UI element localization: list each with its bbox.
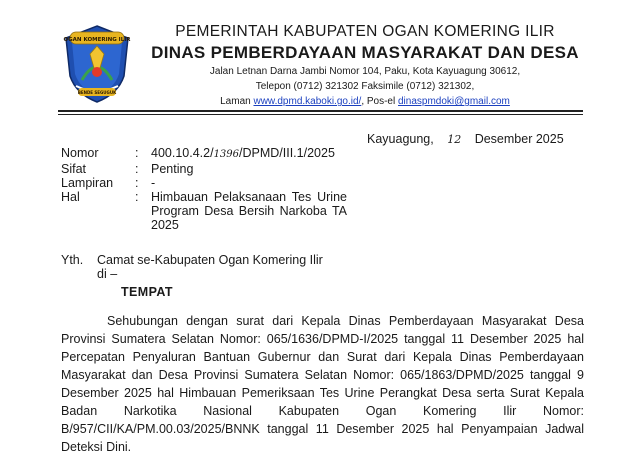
logo-text: OGAN KOMERING ILIR bbox=[63, 37, 131, 43]
recipient-di: di – bbox=[97, 267, 118, 281]
address-line: Jalan Letnan Darna Jambi Nomor 104, Paku, Kota Kayuagung 30612, bbox=[209, 66, 521, 77]
nomor-label: Nomor bbox=[61, 146, 99, 160]
date-month-year: Desember 2025 bbox=[474, 132, 564, 146]
yth-label: Yth. bbox=[61, 253, 84, 267]
colon: : bbox=[135, 162, 139, 176]
letterhead bbox=[150, 22, 580, 109]
lampiran-value: - bbox=[151, 176, 156, 190]
meta-row-nomor bbox=[61, 146, 351, 162]
colon: : bbox=[135, 146, 139, 160]
laman-label: Laman bbox=[220, 96, 254, 107]
government-name: PEMERINTAH KABUPATEN OGAN KOMERING ILIR bbox=[175, 23, 555, 40]
email-link[interactable]: dinaspmdoki@gmail.com bbox=[398, 96, 510, 107]
date-day-handwritten: 12 bbox=[447, 133, 462, 146]
letter-date bbox=[367, 132, 564, 146]
recipient bbox=[61, 253, 323, 281]
nomor-value: 400.10.4.2/1396/DPMD/III.1/2025 bbox=[151, 146, 335, 160]
sifat-value: Penting bbox=[151, 162, 194, 176]
phone-line: Telepon (0712) 321302 Faksimile (0712) 321302, bbox=[255, 81, 475, 92]
nomor-handwritten: 1396 bbox=[213, 149, 240, 160]
letter-meta bbox=[61, 146, 351, 232]
hal-label: Hal bbox=[61, 190, 80, 204]
hal-value: Himbauan Pelaksanaan Tes Urine Program Desa Bersih Narkoba TA 2025 bbox=[151, 190, 347, 232]
regency-emblem-logo bbox=[62, 24, 132, 104]
contact-line bbox=[150, 94, 580, 109]
meta-row-lampiran bbox=[61, 176, 351, 190]
letterhead-divider-thin bbox=[58, 114, 583, 115]
sifat-label: Sifat bbox=[61, 162, 87, 176]
colon: : bbox=[135, 176, 139, 190]
logo-motto: BENDE SEGUGUK bbox=[77, 90, 117, 95]
letterhead-divider-thick bbox=[58, 110, 583, 112]
meta-row-sifat bbox=[61, 162, 351, 176]
body-paragraph: Sehubungan dengan surat dari Kepala Dinas Pemberdayaan Masyarakat Desa Provinsi Sumatera Selatan Nomor: 065/1636/DPMD-I/2025 tanggal 11 Desember 2025 hal Percepatan Penyaluran Bantuan Gubernur dan Surat dari Kepala Dinas Pemberdayaan Masyarakat dan Desa Provinsi Sumatera Selatan Nomor: 065/1863/DPMD/2025 tanggal 9 Desember 2025 hal Himbauan Pemeriksaan Tes Urine Perangkat Desa serta Surat Kepala Badan Narkotika Nasional Kabupaten Ogan Komering Ilir Nomor: B/957/CII/KA/PM.00.03/2025/BNNK tanggal 11 Desember 2025 hal Penyampaian Jadwal Deteksi Dini. bbox=[61, 314, 584, 454]
lampiran-label: Lampiran bbox=[61, 176, 114, 190]
pos-el-label: , Pos-el bbox=[361, 96, 398, 107]
recipient-name: Camat se-Kabupaten Ogan Komering Ilir bbox=[97, 253, 323, 267]
recipient-place: TEMPAT bbox=[121, 285, 173, 299]
colon: : bbox=[135, 190, 139, 204]
meta-row-hal bbox=[61, 190, 351, 232]
date-city: Kayuagung, bbox=[367, 132, 434, 146]
website-link[interactable]: www.dpmd.kaboki.go.id/ bbox=[253, 96, 362, 107]
agency-name: DINAS PEMBERDAYAAN MASYARAKAT DAN DESA bbox=[151, 43, 579, 62]
